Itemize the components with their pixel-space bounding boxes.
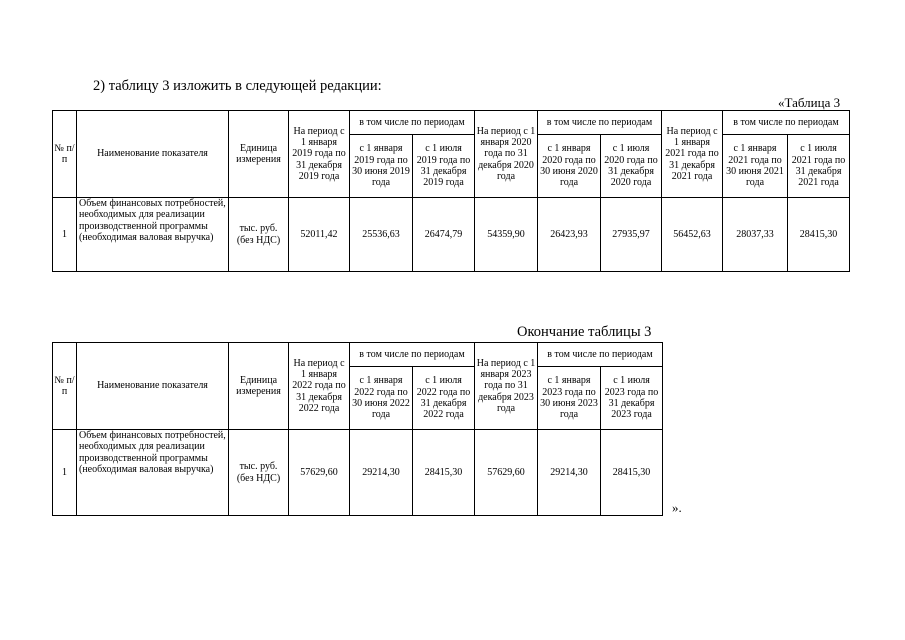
header-sub-period: с 1 июля 2022 года по 31 декабря 2022 года — [413, 367, 475, 430]
cell-value: 54359,90 — [475, 198, 538, 272]
header-group: в том числе по периодам — [723, 111, 850, 135]
cell-value: 27935,97 — [601, 198, 662, 272]
header-sub-period: с 1 января 2019 года по 30 июня 2019 года — [350, 135, 413, 198]
header-period-total: На период с 1 января 2019 года по 31 декабря 2019 года — [289, 111, 350, 198]
cell-value: 28415,30 — [788, 198, 850, 272]
cell-value: 25536,63 — [350, 198, 413, 272]
cell-value: 28415,30 — [413, 430, 475, 516]
closing-quote: ». — [672, 500, 682, 515]
table-3-part-2 — [52, 342, 663, 516]
header-name: Наименование показателя — [77, 343, 229, 430]
cell-unit: тыс. руб. (без НДС) — [229, 430, 289, 516]
cell-value: 29214,30 — [350, 430, 413, 516]
header-period-total: На период с 1 января 2020 года по 31 декабря 2020 года — [475, 111, 538, 198]
table-row — [53, 430, 663, 516]
header-period-total: На период с 1 января 2023 года по 31 декабря 2023 года — [475, 343, 538, 430]
header-sub-period: с 1 июля 2023 года по 31 декабря 2023 года — [601, 367, 663, 430]
header-period-total: На период с 1 января 2022 года по 31 декабря 2022 года — [289, 343, 350, 430]
table1-label: «Таблица 3 — [778, 95, 841, 110]
table2-label: Окончание таблицы 3 — [517, 324, 652, 340]
header-sub-period: с 1 января 2023 года по 30 июня 2023 года — [538, 367, 601, 430]
header-sub-period: с 1 января 2022 года по 30 июня 2022 года — [350, 367, 413, 430]
header-group: в том числе по периодам — [350, 343, 475, 367]
cell-unit: тыс. руб. (без НДС) — [229, 198, 289, 272]
header-sub-period: с 1 января 2021 года по 30 июня 2021 года — [723, 135, 788, 198]
cell-name: Объем финансовых потребностей, необходимых для реализации производственной программы (необходимая валовая выручка) — [77, 198, 229, 272]
header-group: в том числе по периодам — [350, 111, 475, 135]
table-3-part-1 — [52, 110, 850, 272]
cell-value: 52011,42 — [289, 198, 350, 272]
cell-value: 29214,30 — [538, 430, 601, 516]
header-group: в том числе по периодам — [538, 343, 663, 367]
cell-value: 26423,93 — [538, 198, 601, 272]
intro-text: 2) таблицу 3 изложить в следующей редакции: — [93, 78, 382, 94]
cell-value: 28037,33 — [723, 198, 788, 272]
header-name: Наименование показателя — [77, 111, 229, 198]
cell-name: Объем финансовых потребностей, необходимых для реализации производственной программы (необходимая валовая выручка) — [77, 430, 229, 516]
header-unit: Единица измерения — [229, 111, 289, 198]
cell-value: 26474,79 — [413, 198, 475, 272]
header-sub-period: с 1 июля 2020 года по 31 декабря 2020 года — [601, 135, 662, 198]
table-row — [53, 198, 850, 272]
cell-value: 57629,60 — [289, 430, 350, 516]
header-num: № п/п — [53, 343, 77, 430]
cell-value: 56452,63 — [662, 198, 723, 272]
cell-value: 57629,60 — [475, 430, 538, 516]
header-group: в том числе по периодам — [538, 111, 662, 135]
cell-num: 1 — [53, 430, 77, 516]
header-sub-period: с 1 июля 2021 года по 31 декабря 2021 года — [788, 135, 850, 198]
header-sub-period: с 1 января 2020 года по 30 июня 2020 года — [538, 135, 601, 198]
cell-num: 1 — [53, 198, 77, 272]
header-unit: Единица измерения — [229, 343, 289, 430]
header-sub-period: с 1 июля 2019 года по 31 декабря 2019 года — [413, 135, 475, 198]
cell-value: 28415,30 — [601, 430, 663, 516]
header-num: № п/п — [53, 111, 77, 198]
header-period-total: На период с 1 января 2021 года по 31 декабря 2021 года — [662, 111, 723, 198]
